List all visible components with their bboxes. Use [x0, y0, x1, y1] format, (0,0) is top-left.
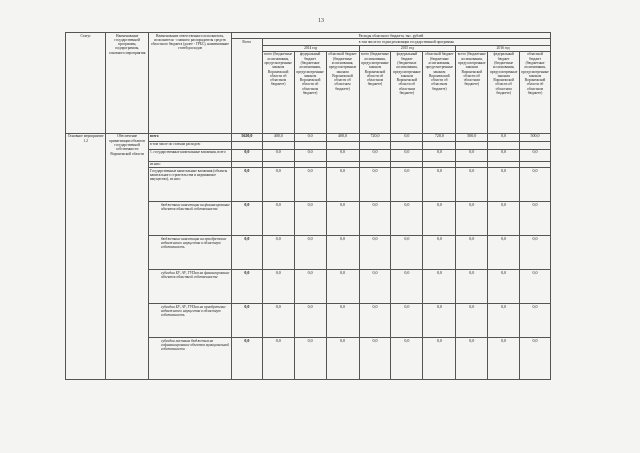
row-value: 0,0 — [488, 338, 520, 380]
row-value: 0,0 — [262, 270, 294, 304]
row-value: 0,0 — [423, 304, 456, 338]
row-value: 0,0 — [359, 304, 391, 338]
row-value — [423, 141, 456, 149]
row-value: 0,0 — [520, 202, 551, 236]
row-value: 5620,0 — [231, 133, 262, 141]
header-program-name: Наименование государственной программы, подпрограммы, основного мероприятия — [106, 33, 149, 134]
row-value: 0,0 — [488, 236, 520, 270]
header-total: Всего — [231, 39, 262, 134]
row-value: 0,0 — [423, 338, 456, 380]
row-value: 0,0 — [391, 202, 423, 236]
row-value: 400,0 — [326, 133, 359, 141]
row-value: 0,0 — [294, 304, 326, 338]
row-value: 0,0 — [262, 149, 294, 161]
row-value: 0,0 — [359, 270, 391, 304]
header-2015-all: всего (бюджетные ассигнования, предусмотренные законом Воронежской области об областном бюджете) — [359, 51, 391, 133]
row-value: 0,0 — [456, 202, 488, 236]
row-value: 0,0 — [488, 304, 520, 338]
budget-table — [65, 32, 551, 380]
row-value: 500,0 — [456, 133, 488, 141]
row-value: 0,0 — [456, 270, 488, 304]
row-value: 0,0 — [326, 236, 359, 270]
header-2015-regional: областной бюджет (бюджетные ассигнования, предусмотренные законом Воронежской области об областном бюджете) — [423, 51, 456, 133]
row-label: бюджетные инвестиции на финансирование объектов областной собственности — [148, 202, 231, 236]
row-value: 0,0 — [326, 338, 359, 380]
row-value: 0,0 — [391, 168, 423, 202]
row-value — [294, 141, 326, 149]
row-label: всего — [148, 133, 231, 141]
header-2016-all: всего (бюджетные ассигнования, предусмотренные законом Воронежской области об областном бюджете) — [456, 51, 488, 133]
row-value — [391, 141, 423, 149]
row-value: 0,0 — [359, 202, 391, 236]
row-value: 720,0 — [423, 133, 456, 141]
row-value: 0,0 — [456, 168, 488, 202]
row-value: 0,0 — [359, 149, 391, 161]
row-label: субсидии БУ, АУ, ГУПам на приобретение недвижимого имущества в областную собственность — [148, 304, 231, 338]
row-value — [262, 141, 294, 149]
row-value: 0,0 — [294, 133, 326, 141]
row-label: бюджетные инвестиции на приобретение недвижимого имущества в областную собственность — [148, 236, 231, 270]
row-value: 0,0 — [520, 168, 551, 202]
row-value: 0,0 — [326, 202, 359, 236]
header-2015-federal: федеральный бюджет (бюджетные ассигнования, предусмотренные законом Воронежской области об областном бюджете) — [391, 51, 423, 133]
header-2016-federal: федеральный бюджет (бюджетные ассигнования, предусмотренные законом Воронежской области об областном бюджете) — [488, 51, 520, 133]
row-label: из них: — [148, 161, 231, 167]
row-value: 0,0 — [423, 149, 456, 161]
row-value: 0,0 — [359, 236, 391, 270]
header-year-2014: 2014 год — [262, 45, 359, 51]
row-value: 0,0 — [262, 338, 294, 380]
row-value: 0,0 — [456, 304, 488, 338]
row-value: 0,0 — [231, 338, 262, 380]
row-value: 0,0 — [231, 270, 262, 304]
row-value — [488, 141, 520, 149]
row-value: 0,0 — [520, 338, 551, 380]
row-label: субсидии БУ, АУ, ГУПам на финансирование объектов областной собственности — [148, 270, 231, 304]
row-value: 0,0 — [391, 149, 423, 161]
row-value: 0,0 — [520, 304, 551, 338]
row-value — [359, 141, 391, 149]
row-value: 0,0 — [488, 168, 520, 202]
header-status: Статус — [66, 33, 106, 134]
row-value: 0,0 — [294, 149, 326, 161]
row-value: 0,0 — [294, 236, 326, 270]
row-value: 0,0 — [456, 236, 488, 270]
row-value: 0,0 — [520, 149, 551, 161]
row-value: 400,0 — [262, 133, 294, 141]
row-value: 720,0 — [359, 133, 391, 141]
header-2014-all: всего (бюджетные ассигнования, предусмотренные законом Воронежской области об областном бюджете) — [262, 51, 294, 133]
header-year-2016: 2016 год — [456, 45, 551, 51]
table-row — [66, 133, 551, 141]
row-value: 0,0 — [231, 202, 262, 236]
row-value: 0,0 — [488, 202, 520, 236]
row-value: 0,0 — [423, 202, 456, 236]
row-label: в том числе по статьям расходов: — [148, 141, 231, 149]
row-value: 0,0 — [488, 270, 520, 304]
row-value: 0,0 — [359, 338, 391, 380]
row-value: 0,0 — [391, 236, 423, 270]
row-value: 0,0 — [520, 270, 551, 304]
row-value: 0,0 — [488, 133, 520, 141]
header-2014-federal: федеральный бюджет (бюджетные ассигнования, предусмотренные законом Воронежской области об областном бюджете) — [294, 51, 326, 133]
row-value: 0,0 — [231, 149, 262, 161]
row-value: 0,0 — [262, 304, 294, 338]
row-value: 0,0 — [231, 236, 262, 270]
row-value: 0,0 — [520, 236, 551, 270]
header-by-years: в том числе по годам реализации государственной программы — [262, 39, 550, 45]
header-expenses-title: Расходы областного бюджета, тыс. рублей — [231, 33, 550, 39]
row-value: 0,0 — [262, 236, 294, 270]
row-value: 0,0 — [294, 168, 326, 202]
row-value: 0,0 — [456, 338, 488, 380]
row-value: 0,0 — [423, 168, 456, 202]
row-value: 0,0 — [262, 168, 294, 202]
row-value: 0,0 — [231, 168, 262, 202]
row-value — [456, 141, 488, 149]
header-executor: Наименование ответственного исполнителя, исполнителя - главного распорядителя средств областного бюджета (далее - ГРБС), наименование статей расходов — [148, 33, 231, 134]
row-value: 0,0 — [359, 168, 391, 202]
row-value: 0,0 — [262, 202, 294, 236]
row-value: 0,0 — [423, 236, 456, 270]
row-value — [231, 141, 262, 149]
row-value: 0,0 — [326, 168, 359, 202]
row-value: 0,0 — [391, 270, 423, 304]
row-value: 0,0 — [231, 304, 262, 338]
row-value: 0,0 — [391, 338, 423, 380]
header-year-2015: 2015 год — [359, 45, 456, 51]
row-value: 0,0 — [391, 304, 423, 338]
row-value: 0,0 — [294, 338, 326, 380]
row-value: 0,0 — [326, 270, 359, 304]
header-2014-regional: областной бюджет (бюджетные ассигнования, предусмотренные законом Воронежской области об областном бюджете) — [326, 51, 359, 133]
row-label: 1. государственные капитальные вложения, всего — [148, 149, 231, 161]
row-program-name: Обеспечение приватизации объектов государственной собственности Воронежской области — [106, 133, 149, 379]
row-value: 0,0 — [456, 149, 488, 161]
row-value — [326, 141, 359, 149]
row-value — [520, 141, 551, 149]
row-value: 0,0 — [391, 133, 423, 141]
row-value: 0,0 — [326, 304, 359, 338]
row-label: субсидии местным бюджетам на софинансирование объектов муниципальной собственности — [148, 338, 231, 380]
row-status: Основное мероприятие 1.2 — [66, 133, 106, 379]
row-value: 0,0 — [423, 270, 456, 304]
header-2016-regional: областной бюджет (бюджетные ассигнования, предусмотренные законом Воронежской области об областном бюджете) — [520, 51, 551, 133]
row-value: 500,0 — [520, 133, 551, 141]
row-label: Государственные капитальные вложения (объекты капитального строительства и недвижимое имущество), из них: — [148, 168, 231, 202]
row-value: 0,0 — [326, 149, 359, 161]
page-number: 13 — [318, 18, 324, 24]
row-value: 0,0 — [294, 202, 326, 236]
row-value: 0,0 — [488, 149, 520, 161]
row-value: 0,0 — [294, 270, 326, 304]
